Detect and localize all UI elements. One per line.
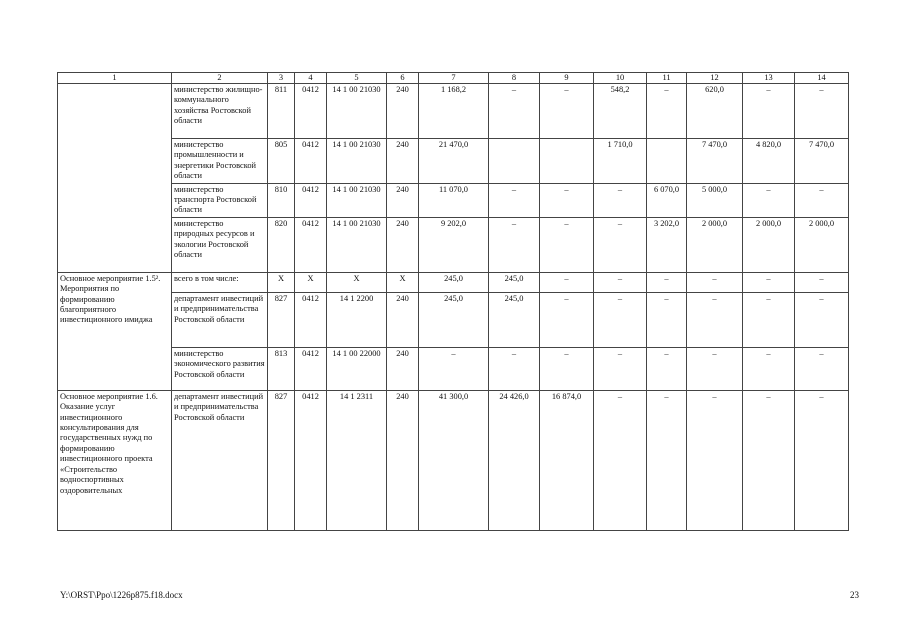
value-cell: – <box>647 390 687 530</box>
table-row <box>58 347 849 390</box>
value-cell: 1 710,0 <box>594 139 647 184</box>
header-cell: 13 <box>743 73 795 84</box>
value-cell: 2 000,0 <box>687 217 743 272</box>
value-cell: – <box>540 292 594 347</box>
value-cell: – <box>489 84 540 139</box>
value-cell: 41 300,0 <box>419 390 489 530</box>
code-cell: 0412 <box>295 390 327 530</box>
value-cell: – <box>687 347 743 390</box>
table-row <box>58 139 849 184</box>
code-cell: 0412 <box>295 84 327 139</box>
executor-cell: министерство природных ресурсов и экологии Ростовской области <box>172 217 268 272</box>
executor-cell: департамент инвестиций и предпринимательства Ростовской области <box>172 292 268 347</box>
value-cell: 21 470,0 <box>419 139 489 184</box>
header-cell: 7 <box>419 73 489 84</box>
code-cell: 813 <box>268 347 295 390</box>
value-cell: 16 874,0 <box>540 390 594 530</box>
value-cell: – <box>795 272 849 292</box>
header-cell: 9 <box>540 73 594 84</box>
executor-cell: министерство жилищно-коммунального хозяйства Ростовской области <box>172 84 268 139</box>
activity-title: Основное мероприятие 1.5². Мероприятия по формированию благоприятного инвестиционного имиджа <box>60 273 161 325</box>
header-cell: 14 <box>795 73 849 84</box>
code-cell: 240 <box>387 183 419 217</box>
value-cell: – <box>594 183 647 217</box>
header-cell: 12 <box>687 73 743 84</box>
header-cell: 2 <box>172 73 268 84</box>
value-cell: – <box>489 183 540 217</box>
value-cell: – <box>743 292 795 347</box>
value-cell: 548,2 <box>594 84 647 139</box>
table-row <box>58 217 849 272</box>
code-cell: 14 1 2311 <box>327 390 387 530</box>
value-cell: 7 470,0 <box>795 139 849 184</box>
table-row <box>58 84 849 139</box>
header-cell: 4 <box>295 73 327 84</box>
code-cell: 0412 <box>295 217 327 272</box>
value-cell: – <box>594 217 647 272</box>
code-cell: X <box>295 272 327 292</box>
executor-cell: всего в том числе: <box>172 272 268 292</box>
code-cell: 14 1 00 21030 <box>327 139 387 184</box>
value-cell: 2 000,0 <box>795 217 849 272</box>
code-cell: 820 <box>268 217 295 272</box>
code-cell: 0412 <box>295 183 327 217</box>
code-cell: 0412 <box>295 139 327 184</box>
value-cell: – <box>687 390 743 530</box>
value-cell: 5 000,0 <box>687 183 743 217</box>
executor-cell: министерство промышленности и энергетики Ростовской области <box>172 139 268 184</box>
code-cell: 14 1 00 21030 <box>327 84 387 139</box>
value-cell: – <box>687 272 743 292</box>
value-cell: 620,0 <box>687 84 743 139</box>
value-cell: – <box>795 84 849 139</box>
table-row <box>58 390 849 530</box>
value-cell: – <box>743 84 795 139</box>
code-cell: 240 <box>387 217 419 272</box>
code-cell: X <box>387 272 419 292</box>
code-cell: 0412 <box>295 292 327 347</box>
value-cell: – <box>795 347 849 390</box>
value-cell: 11 070,0 <box>419 183 489 217</box>
code-cell: 811 <box>268 84 295 139</box>
code-cell: 240 <box>387 347 419 390</box>
table-row <box>58 272 849 292</box>
value-cell: – <box>594 272 647 292</box>
code-cell: 827 <box>268 390 295 530</box>
value-cell: 24 426,0 <box>489 390 540 530</box>
code-cell: X <box>327 272 387 292</box>
value-cell: – <box>743 183 795 217</box>
code-cell: X <box>268 272 295 292</box>
value-cell: – <box>647 347 687 390</box>
table-row <box>58 183 849 217</box>
value-cell: – <box>419 347 489 390</box>
value-cell: – <box>489 217 540 272</box>
activity-cell <box>58 272 172 390</box>
value-cell: 9 202,0 <box>419 217 489 272</box>
header-row <box>58 73 849 84</box>
value-cell: 245,0 <box>489 292 540 347</box>
value-cell: 6 070,0 <box>647 183 687 217</box>
value-cell <box>540 139 594 184</box>
header-cell: 10 <box>594 73 647 84</box>
value-cell: – <box>647 84 687 139</box>
value-cell: – <box>647 292 687 347</box>
header-cell: 6 <box>387 73 419 84</box>
value-cell: – <box>540 183 594 217</box>
code-cell: 14 1 2200 <box>327 292 387 347</box>
budget-table <box>57 72 849 531</box>
activity-cell <box>58 84 172 273</box>
value-cell: 3 202,0 <box>647 217 687 272</box>
code-cell: 0412 <box>295 347 327 390</box>
value-cell: 1 168,2 <box>419 84 489 139</box>
value-cell: – <box>594 292 647 347</box>
code-cell: 240 <box>387 292 419 347</box>
executor-cell: департамент инвестиций и предпринимательства Ростовской области <box>172 390 268 530</box>
value-cell: – <box>540 272 594 292</box>
value-cell: – <box>489 347 540 390</box>
value-cell: – <box>540 217 594 272</box>
value-cell: – <box>795 292 849 347</box>
footer-file-path: Y:\ORST\Ppo\1226p875.f18.docx <box>60 590 183 600</box>
value-cell: 2 000,0 <box>743 217 795 272</box>
value-cell: – <box>594 347 647 390</box>
executor-cell: министерство транспорта Ростовской области <box>172 183 268 217</box>
code-cell: 14 1 00 21030 <box>327 217 387 272</box>
code-cell: 14 1 00 22000 <box>327 347 387 390</box>
value-cell: – <box>540 347 594 390</box>
code-cell: 14 1 00 21030 <box>327 183 387 217</box>
value-cell: – <box>594 390 647 530</box>
header-cell: 5 <box>327 73 387 84</box>
value-cell: 7 470,0 <box>687 139 743 184</box>
activity-cell: Основное мероприятие 1.6. Оказание услуг инвестиционного консультирования для государственных нужд по формированию инвестиционного проекта «Строительство водноспортивных оздоровительных <box>58 390 172 530</box>
value-cell: – <box>743 347 795 390</box>
value-cell: – <box>795 183 849 217</box>
header-cell: 11 <box>647 73 687 84</box>
value-cell: – <box>743 390 795 530</box>
header-cell: 8 <box>489 73 540 84</box>
code-cell: 240 <box>387 390 419 530</box>
header-cell: 3 <box>268 73 295 84</box>
code-cell: 827 <box>268 292 295 347</box>
page-number: 23 <box>850 590 859 600</box>
value-cell: – <box>795 390 849 530</box>
header-cell: 1 <box>58 73 172 84</box>
value-cell: 4 820,0 <box>743 139 795 184</box>
executor-cell: министерство экономического развития Ростовской области <box>172 347 268 390</box>
value-cell: – <box>743 272 795 292</box>
value-cell <box>489 139 540 184</box>
value-cell: 245,0 <box>419 292 489 347</box>
code-cell: 810 <box>268 183 295 217</box>
value-cell: 245,0 <box>489 272 540 292</box>
value-cell: – <box>647 272 687 292</box>
value-cell: 245,0 <box>419 272 489 292</box>
code-cell: 240 <box>387 139 419 184</box>
value-cell: – <box>540 84 594 139</box>
value-cell <box>647 139 687 184</box>
table-row <box>58 292 849 347</box>
value-cell: – <box>687 292 743 347</box>
code-cell: 805 <box>268 139 295 184</box>
code-cell: 240 <box>387 84 419 139</box>
